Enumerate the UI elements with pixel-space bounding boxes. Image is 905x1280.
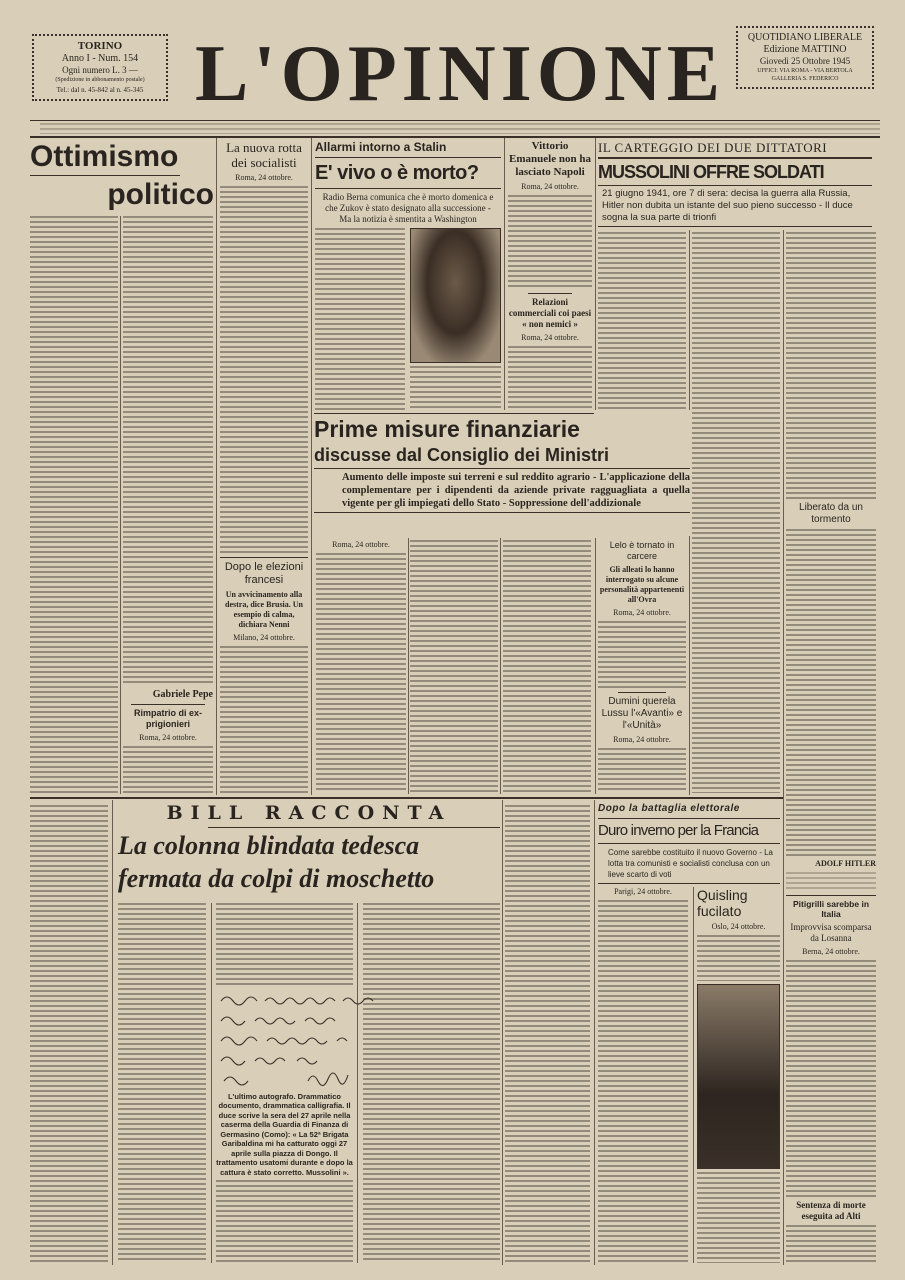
dateline: Roma, 24 ottobre.	[332, 540, 390, 549]
headline-rimpatrio: Rimpatrio di ex-prigionieri	[133, 708, 202, 729]
telephone: Tel.: dal n. 45-842 al n. 45-345	[56, 86, 144, 94]
article-body	[123, 216, 213, 686]
dateline: Roma, 24 ottobre.	[521, 182, 579, 191]
deck: Gli alleati lo hanno interrogato su alcune personalità appartenenti all'Ovra	[599, 565, 685, 604]
dateline: Roma, 24 ottobre.	[235, 173, 293, 182]
article-body	[410, 540, 498, 793]
headline-lelo: Lelo è tornato in carcere	[609, 540, 675, 561]
deck: Come sarebbe costituito il nuovo Governo - La lotta tra comunisti e socialisti conclusa con un lieve scarto di voti	[608, 848, 773, 879]
signature: ADOLF HITLER	[815, 858, 876, 868]
dateline: Milano, 24 ottobre.	[233, 632, 295, 642]
article-body	[697, 1172, 780, 1263]
article-body	[216, 1180, 353, 1263]
headline-ottimismo: Ottimismo	[30, 140, 179, 173]
byline: Gabriele Pepe	[152, 689, 213, 700]
offices: UFFICI: VIA ROMA - VIA BERTOLA	[757, 68, 853, 74]
headline-finanziarie-2: discusse dal Consiglio dei Ministri	[314, 445, 610, 465]
article-body	[598, 900, 688, 1263]
issue-number: Anno I - Num. 154	[61, 53, 139, 64]
headline-politico: politico	[107, 178, 214, 211]
headline-mussolini: MUSSOLINI OFFRE SOLDATI	[598, 162, 824, 182]
tagline: QUOTIDIANO LIBERALE	[747, 32, 863, 43]
dateline: Roma, 24 ottobre.	[139, 733, 197, 742]
subhead: Improvvisa scomparsa da Losanna	[790, 921, 872, 943]
headline-sentenza: Sentenza di morte eseguita ad Alti	[796, 1200, 866, 1222]
article-body	[363, 903, 500, 1263]
article-body	[30, 216, 118, 793]
article-body	[692, 232, 780, 793]
dateline: Roma, 24 ottobre.	[613, 608, 671, 617]
date: Giovedì 25 Ottobre 1945	[759, 56, 851, 66]
dateline: Oslo, 24 ottobre.	[711, 922, 766, 931]
dateline: Roma, 24 ottobre.	[613, 734, 671, 744]
kicker-carteggio: IL CARTEGGIO DEI DUE DITTATORI	[598, 140, 828, 155]
headline-elezioni: Dopo le elezioni francesi	[224, 560, 304, 586]
ottimismo-header	[30, 140, 214, 211]
headline-quisling: Quisling fucilato	[697, 887, 748, 919]
headline-bill-1: La colonna blindata tedesca	[118, 831, 420, 860]
article-body	[598, 621, 686, 689]
stalin-photo	[410, 228, 501, 363]
article-body	[315, 228, 405, 410]
headline-stalin: E' vivo o è morto?	[315, 162, 479, 184]
article-body	[216, 903, 353, 986]
headline-finanziarie-1: Prime misure finanziarie	[314, 416, 580, 442]
subhead-liberato: Liberato da un tormento	[799, 502, 863, 526]
article-body	[118, 903, 206, 1263]
headline-pitigrilli: Pitigrilli sarebbe in Italia	[792, 898, 870, 919]
article-body	[697, 935, 780, 981]
article-body	[508, 195, 592, 290]
article-body	[123, 746, 213, 793]
edition-box-right	[736, 26, 874, 89]
article-body	[503, 540, 591, 793]
headline-dumini: Dumini querela Lussu l'«Avanti» e l'«Unità»	[601, 695, 683, 731]
headline-socialisti: La nuova rotta dei socialisti	[226, 140, 302, 170]
article-body	[220, 646, 308, 793]
headline-relazioni: Relazioni commerciali coi paesi « non nemici »	[508, 297, 592, 330]
quisling-photo	[697, 984, 780, 1169]
headline-francia: Duro inverno per la Francia	[598, 822, 759, 839]
article-body	[505, 805, 590, 1263]
price: Ogni numero L. 3 —	[62, 65, 138, 75]
edition-box-left	[32, 34, 168, 101]
kicker-bill: BILL RACCONTA	[166, 802, 452, 824]
postal-note: (Spedizione in abbonamento postale)	[55, 77, 145, 83]
city: TORINO	[77, 40, 123, 52]
article-body	[508, 346, 592, 410]
offices-2: GALLERIA S. FEDERICO	[771, 76, 839, 82]
dateline: Berna, 24 ottobre.	[802, 946, 860, 956]
masthead-fine-print	[40, 123, 880, 134]
edition: Edizione MATTINO	[763, 44, 847, 55]
article-body	[410, 366, 501, 410]
headline-vittorio: Vittorio Emanuele non ha lasciato Napoli	[509, 140, 591, 178]
deck: Aumento delle imposte sui terreni e sul reddito agrario - L'applicazione della complementare per i dipendenti da aziende private ragguagliata a quella vigente per gli impiegati dello Stato - Soppressione dell'addizionale	[342, 472, 690, 509]
article-body	[30, 805, 108, 1263]
dateline: Parigi, 24 ottobre.	[614, 887, 672, 896]
kicker-stalin: Allarmi intorno a Stalin	[315, 140, 447, 154]
article-body	[786, 529, 876, 856]
deck: Un avvicinamento alla destra, dice Brusia. Un esempio di calma, dichiara Nenni	[225, 589, 303, 629]
newspaper-title: L'OPINIONE	[195, 30, 726, 118]
dateline: Roma, 24 ottobre.	[521, 333, 579, 343]
deck: Radio Berna comunica che è morto domenica e che Zukov è stato designato alla successione - Ma la notizia è smentita a Washington	[322, 192, 494, 224]
autograph-caption: L'ultimo autografo. Drammatico documento, drammatica calligrafia. Il duce scrive la sera del 27 aprile nella caserma della Guardia di Finanza di Germasino (Como): « La 52ª Brigata Garibaldina mi ha catturato oggi 27 aprile sulla piazza di Dongo. Il trattamento usatomi durante e dopo la cattura è stato corretto. Mussolini ».	[216, 1091, 353, 1177]
article-body	[220, 186, 308, 554]
deck: 21 giugno 1941, ore 7 di sera: decisa la guerra alla Russia, Hitler non dubita un istante del suo pieno successo - Il duce sogna la sua parte di trionfi	[602, 188, 853, 223]
article-body	[786, 1225, 876, 1265]
article-body	[786, 960, 876, 1198]
headline-bill-2: fermata da colpi di moschetto	[118, 864, 435, 893]
kicker-francia: Dopo la battaglia elettorale	[598, 803, 740, 814]
article-body	[316, 553, 406, 793]
article-body	[598, 232, 686, 410]
article-body	[598, 748, 686, 793]
article-body	[786, 232, 876, 499]
copyright-note	[786, 872, 876, 892]
